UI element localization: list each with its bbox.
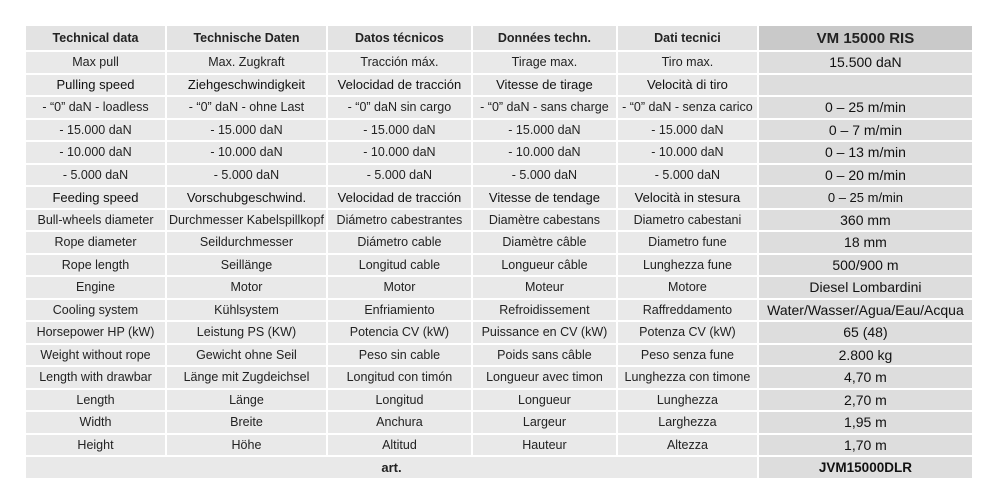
table-row [26,345,972,366]
value-cell: 0 – 25 m/min [759,187,972,208]
label-cell-italian: Altezza [618,435,757,456]
label-cell-german: Ziehgeschwindigkeit [167,75,326,96]
value-cell: 15.500 daN [759,52,972,73]
label-cell-spanish: Longitud [328,390,471,411]
table-body [26,26,972,478]
value-cell: 1,70 m [759,435,972,456]
header-german: Technische Daten [167,26,326,50]
label-cell-spanish: Diámetro cable [328,232,471,253]
label-cell-italian: - “0” daN - senza carico [618,97,757,118]
value-cell: 0 – 13 m/min [759,142,972,163]
label-cell-spanish: Motor [328,277,471,298]
label-cell-french: Hauteur [473,435,616,456]
label-cell-english: - 10.000 daN [26,142,165,163]
label-cell-spanish: - 10.000 daN [328,142,471,163]
label-cell-english: Bull-wheels diameter [26,210,165,231]
label-cell-english: Width [26,412,165,433]
label-cell-german: Vorschubgeschwind. [167,187,326,208]
article-number: JVM15000DLR [759,457,972,478]
value-cell: 0 – 7 m/min [759,120,972,141]
value-cell: 2,70 m [759,390,972,411]
label-cell-italian: Lunghezza fune [618,255,757,276]
label-cell-spanish: Diámetro cabestrantes [328,210,471,231]
label-cell-german: - 10.000 daN [167,142,326,163]
value-cell: 0 – 20 m/min [759,165,972,186]
label-cell-spanish: Velocidad de tracción [328,187,471,208]
label-cell-german: Länge [167,390,326,411]
label-cell-english: Max pull [26,52,165,73]
label-cell-german: Seillänge [167,255,326,276]
label-cell-spanish: Potencia CV (kW) [328,322,471,343]
label-cell-english: Length with drawbar [26,367,165,388]
table-row [26,367,972,388]
label-cell-english: Horsepower HP (kW) [26,322,165,343]
label-cell-italian: Raffreddamento [618,300,757,321]
label-cell-french: Longueur avec timon [473,367,616,388]
label-cell-english: Rope diameter [26,232,165,253]
header-english: Technical data [26,26,165,50]
label-cell-french: Puissance en CV (kW) [473,322,616,343]
table-row [26,210,972,231]
value-cell: 65 (48) [759,322,972,343]
label-cell-italian: - 15.000 daN [618,120,757,141]
label-cell-german: Motor [167,277,326,298]
label-cell-german: - 15.000 daN [167,120,326,141]
table-row [26,187,972,208]
label-cell-italian: Diametro cabestani [618,210,757,231]
label-cell-english: Engine [26,277,165,298]
value-cell: Water/Wasser/Agua/Eau/Acqua [759,300,972,321]
label-cell-italian: Velocità di tiro [618,75,757,96]
label-cell-german: Länge mit Zugdeichsel [167,367,326,388]
header-row [26,26,972,50]
table-row [26,255,972,276]
label-cell-spanish: Longitud con timón [328,367,471,388]
label-cell-french: Diamètre cabestans [473,210,616,231]
label-cell-french: - 10.000 daN [473,142,616,163]
label-cell-german: Durchmesser Kabelspillkopf [167,210,326,231]
label-cell-italian: Peso senza fune [618,345,757,366]
label-cell-german: Breite [167,412,326,433]
label-cell-english: Height [26,435,165,456]
label-cell-english: - 15.000 daN [26,120,165,141]
label-cell-french: Longueur [473,390,616,411]
label-cell-german: - 5.000 daN [167,165,326,186]
label-cell-english: Weight without rope [26,345,165,366]
label-cell-english: Feeding speed [26,187,165,208]
label-cell-spanish: Tracción máx. [328,52,471,73]
label-cell-german: Gewicht ohne Seil [167,345,326,366]
table-row [26,390,972,411]
label-cell-german: Leistung PS (KW) [167,322,326,343]
label-cell-italian: Motore [618,277,757,298]
value-cell: 1,95 m [759,412,972,433]
article-row [26,457,972,478]
label-cell-french: Longueur câble [473,255,616,276]
label-cell-italian: Diametro fune [618,232,757,253]
value-cell: 4,70 m [759,367,972,388]
table-row [26,165,972,186]
header-italian: Dati tecnici [618,26,757,50]
table-row [26,277,972,298]
label-cell-english: Rope length [26,255,165,276]
label-cell-german: Höhe [167,435,326,456]
value-cell [759,75,972,96]
label-cell-french: Vitesse de tendage [473,187,616,208]
label-cell-english: - “0” daN - loadless [26,97,165,118]
label-cell-spanish: Longitud cable [328,255,471,276]
table-row [26,120,972,141]
label-cell-italian: Tiro max. [618,52,757,73]
label-cell-spanish: Peso sin cable [328,345,471,366]
label-cell-french: Poids sans câble [473,345,616,366]
table-row [26,97,972,118]
label-cell-spanish: Anchura [328,412,471,433]
value-cell: Diesel Lombardini [759,277,972,298]
label-cell-french: - 15.000 daN [473,120,616,141]
label-cell-spanish: - 15.000 daN [328,120,471,141]
label-cell-french: Moteur [473,277,616,298]
label-cell-italian: Larghezza [618,412,757,433]
label-cell-french: Largeur [473,412,616,433]
label-cell-german: Max. Zugkraft [167,52,326,73]
label-cell-german: Seildurchmesser [167,232,326,253]
table-row [26,412,972,433]
label-cell-spanish: Velocidad de tracción [328,75,471,96]
label-cell-english: Length [26,390,165,411]
label-cell-french: - “0” daN - sans charge [473,97,616,118]
label-cell-italian: Lunghezza [618,390,757,411]
label-cell-spanish: - 5.000 daN [328,165,471,186]
label-cell-spanish: Enfriamiento [328,300,471,321]
table-row [26,142,972,163]
table-row [26,322,972,343]
label-cell-italian: - 5.000 daN [618,165,757,186]
table-row [26,75,972,96]
label-cell-english: - 5.000 daN [26,165,165,186]
value-cell: 360 mm [759,210,972,231]
label-cell-italian: Velocità in stesura [618,187,757,208]
label-cell-english: Pulling speed [26,75,165,96]
table-row [26,232,972,253]
value-cell: 2.800 kg [759,345,972,366]
value-cell: 500/900 m [759,255,972,276]
header-spanish: Datos técnicos [328,26,471,50]
label-cell-french: Vitesse de tirage [473,75,616,96]
label-cell-spanish: Altitud [328,435,471,456]
table-row [26,52,972,73]
table-row [26,435,972,456]
value-cell: 0 – 25 m/min [759,97,972,118]
value-cell: 18 mm [759,232,972,253]
technical-data-table [24,24,974,480]
header-model: VM 15000 RIS [759,26,972,50]
label-cell-german: - “0” daN - ohne Last [167,97,326,118]
label-cell-english: Cooling system [26,300,165,321]
label-cell-french: Refroidissement [473,300,616,321]
label-cell-italian: Potenza CV (kW) [618,322,757,343]
label-cell-spanish: - “0” daN sin cargo [328,97,471,118]
label-cell-italian: - 10.000 daN [618,142,757,163]
label-cell-french: - 5.000 daN [473,165,616,186]
article-label: art. [26,457,757,478]
spec-table-container [24,24,974,480]
label-cell-french: Diamètre câble [473,232,616,253]
table-row [26,300,972,321]
label-cell-german: Kühlsystem [167,300,326,321]
header-french: Données techn. [473,26,616,50]
label-cell-italian: Lunghezza con timone [618,367,757,388]
label-cell-french: Tirage max. [473,52,616,73]
